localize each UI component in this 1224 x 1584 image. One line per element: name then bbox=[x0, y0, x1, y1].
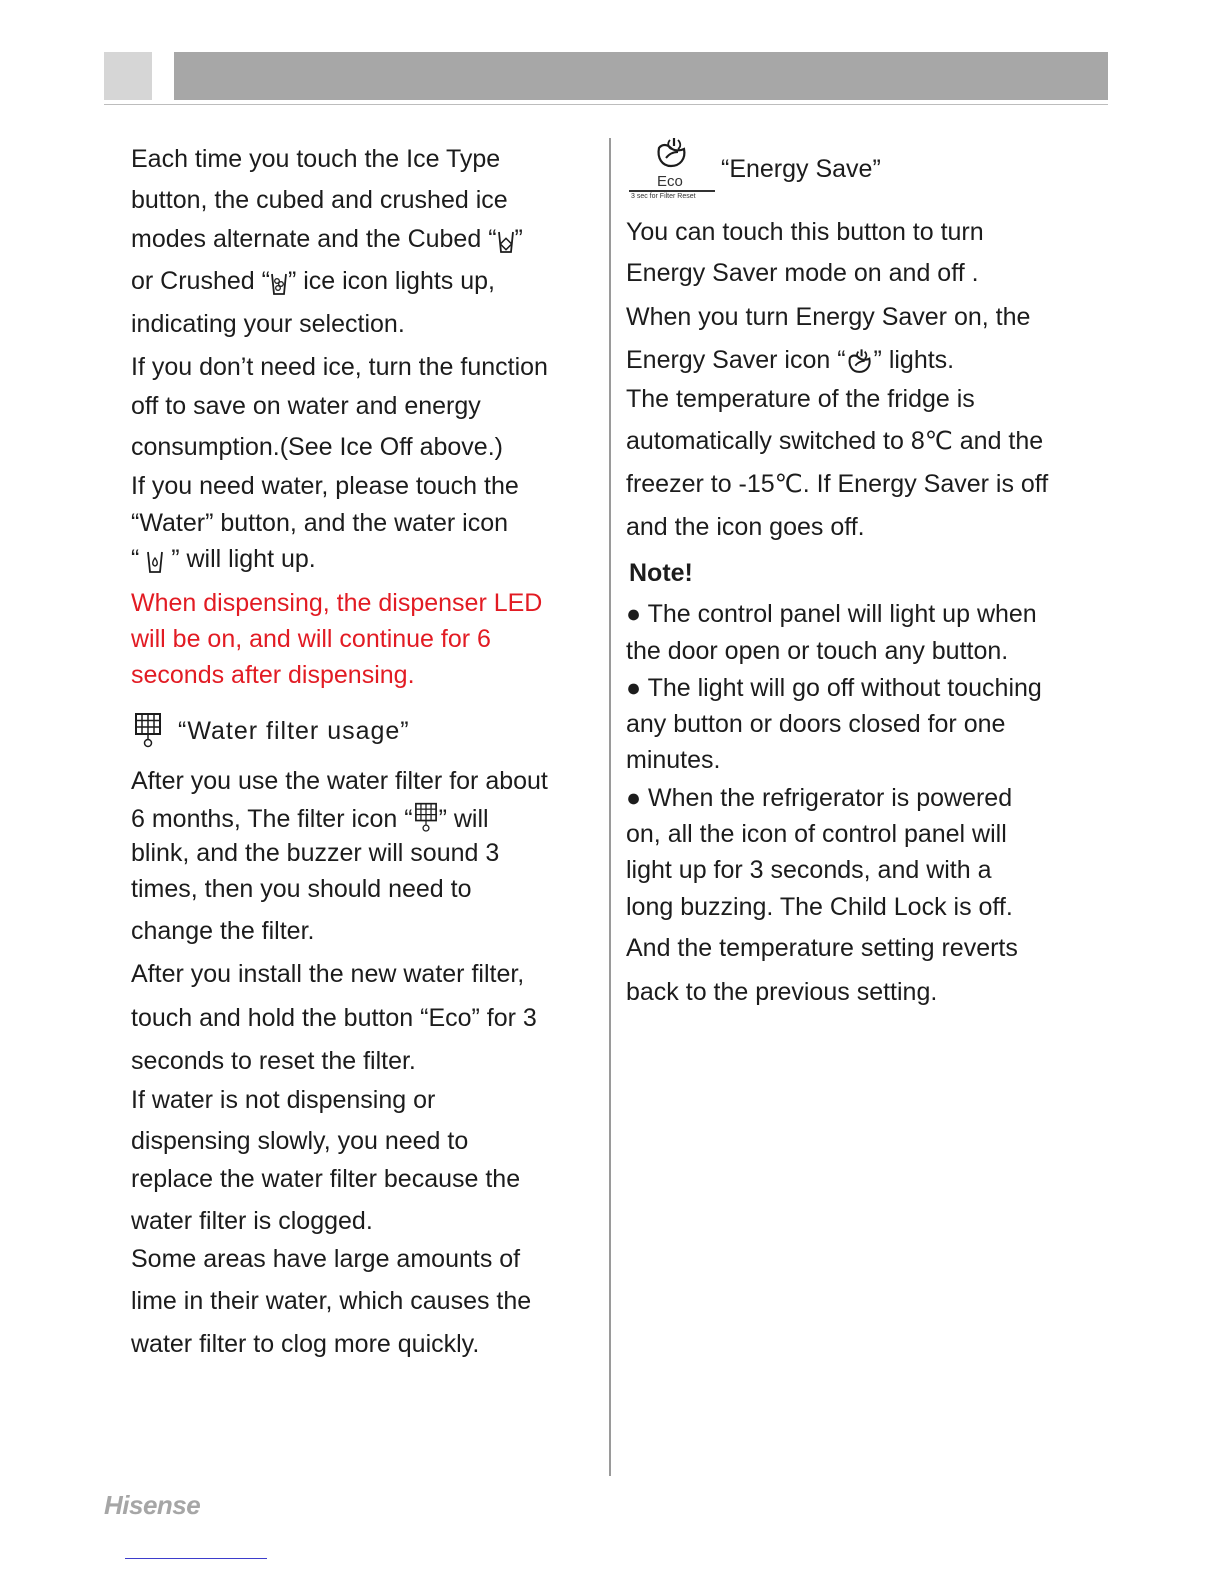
text-line: Energy Saver mode on and off . bbox=[626, 259, 979, 287]
text-line: “Water” button, and the water icon bbox=[131, 509, 509, 537]
crushed-ice-icon bbox=[270, 272, 288, 296]
note-line: light up for 3 seconds, and with a bbox=[626, 856, 992, 884]
hisense-logo: Hisense bbox=[104, 1490, 201, 1520]
eco-label: Eco bbox=[657, 173, 683, 190]
header-box bbox=[104, 52, 152, 100]
note-line: the door open or touch any button. bbox=[626, 637, 1009, 665]
note-line: back to the previous setting. bbox=[626, 978, 938, 1006]
note-title: Note! bbox=[629, 559, 693, 587]
text-line: and the icon goes off. bbox=[626, 513, 865, 541]
text-line: replace the water filter because the bbox=[131, 1165, 521, 1193]
energy-save-icon bbox=[654, 134, 690, 175]
note-line: minutes. bbox=[626, 746, 721, 774]
text-line: seconds to reset the filter. bbox=[131, 1047, 416, 1075]
warning-line: When dispensing, the dispenser LED bbox=[131, 589, 543, 617]
water-filter-icon bbox=[134, 712, 162, 755]
text-line: The temperature of the fridge is bbox=[626, 385, 975, 413]
column-divider bbox=[609, 138, 611, 1476]
text-line: lime in their water, which causes the bbox=[131, 1287, 532, 1315]
text-line: If you need water, please touch the bbox=[131, 472, 519, 500]
text-line: Some areas have large amounts of bbox=[131, 1245, 521, 1273]
energy-save-heading: “Energy Save” bbox=[721, 155, 881, 183]
note-line: And the temperature setting reverts bbox=[626, 934, 1018, 962]
text-line: change the filter. bbox=[131, 917, 315, 945]
text-line: automatically switched to 8℃ and the bbox=[626, 427, 1044, 455]
note-line: long buzzing. The Child Lock is off. bbox=[626, 893, 1013, 921]
text-line: off to save on water and energy bbox=[131, 392, 481, 420]
text-line: When you turn Energy Saver on, the bbox=[626, 303, 1031, 331]
text-line: blink, and the buzzer will sound 3 bbox=[131, 839, 500, 867]
water-filter-heading: “Water filter usage” bbox=[178, 717, 410, 745]
note-line: ● The light will go off without touching bbox=[626, 674, 1042, 702]
text-line: 6 months, The filter icon “ ” will bbox=[131, 802, 489, 834]
warning-line: seconds after dispensing. bbox=[131, 661, 415, 689]
eco-sublabel: 3 sec for Filter Reset bbox=[631, 193, 696, 200]
header-bar bbox=[174, 52, 1108, 100]
note-line: on, all the icon of control panel will bbox=[626, 820, 1007, 848]
text-line: water filter to clog more quickly. bbox=[131, 1330, 480, 1358]
text-line: modes alternate and the Cubed “ ” bbox=[131, 225, 523, 253]
text-line: indicating your selection. bbox=[131, 310, 405, 338]
text-line: You can touch this button to turn bbox=[626, 218, 984, 246]
eco-button[interactable] bbox=[627, 132, 717, 202]
text-line: If you don’t need ice, turn the function bbox=[131, 353, 548, 381]
text-line: times, then you should need to bbox=[131, 875, 472, 903]
text-line: Each time you touch the Ice Type bbox=[131, 145, 501, 173]
energy-saver-inline-icon bbox=[846, 347, 874, 375]
text-line: or Crushed “ ” ice icon lights up, bbox=[131, 267, 495, 295]
text-line: Energy Saver icon “ ” lights. bbox=[626, 346, 955, 374]
water-icon bbox=[146, 550, 164, 574]
text-line: After you install the new water filter, bbox=[131, 960, 525, 988]
note-line: ● The control panel will light up when bbox=[626, 600, 1037, 628]
text-line: water filter is clogged. bbox=[131, 1207, 373, 1235]
note-line: ● When the refrigerator is powered bbox=[626, 784, 1013, 812]
filter-icon bbox=[413, 802, 439, 834]
text-line: “ ” will light up. bbox=[131, 545, 316, 573]
text-line: touch and hold the button “Eco” for 3 bbox=[131, 1004, 537, 1032]
text-line: After you use the water filter for about bbox=[131, 767, 548, 795]
text-line: dispensing slowly, you need to bbox=[131, 1127, 469, 1155]
text-line: If water is not dispensing or bbox=[131, 1086, 436, 1114]
text-line: freezer to -15℃. If Energy Saver is off bbox=[626, 470, 1049, 498]
cubed-ice-icon bbox=[497, 230, 515, 254]
text-line: button, the cubed and crushed ice bbox=[131, 186, 508, 214]
footer-link-line bbox=[125, 1558, 267, 1559]
eco-rule bbox=[629, 190, 715, 192]
header-rule bbox=[104, 104, 1108, 105]
warning-line: will be on, and will continue for 6 bbox=[131, 625, 491, 653]
text-line: consumption.(See Ice Off above.) bbox=[131, 433, 503, 461]
note-line: any button or doors closed for one bbox=[626, 710, 1006, 738]
